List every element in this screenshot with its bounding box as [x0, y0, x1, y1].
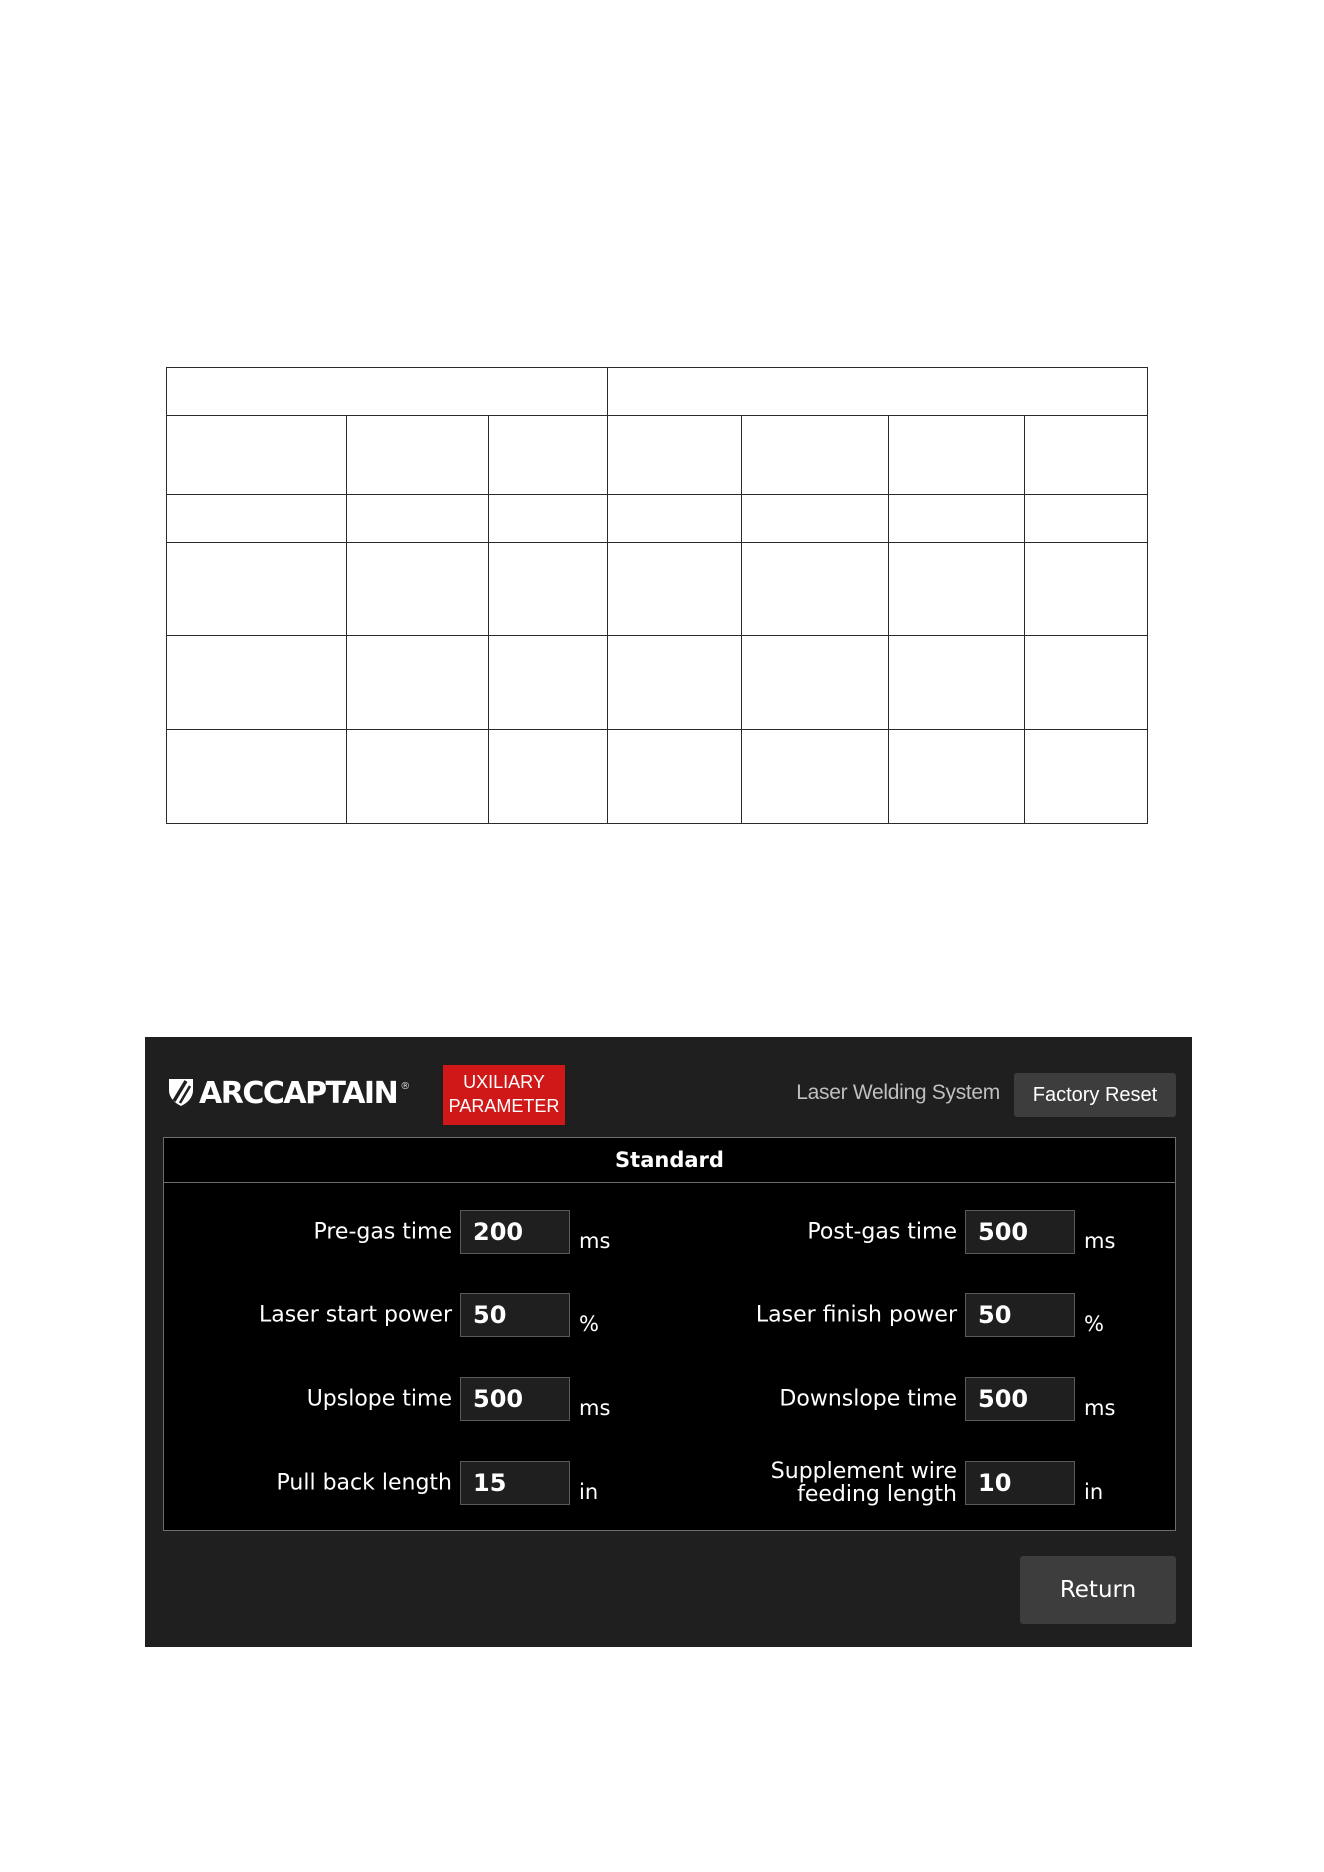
table-row — [167, 495, 1148, 543]
param-unit: % — [1084, 1312, 1104, 1336]
table-row — [167, 368, 1148, 416]
table-cell — [608, 368, 1148, 416]
table-cell — [489, 416, 608, 495]
page-title-line1: UXILIARY — [463, 1072, 545, 1092]
table-cell — [347, 543, 489, 636]
table-cell — [167, 636, 347, 730]
post-gas-time-input[interactable] — [965, 1210, 1075, 1254]
param-laser-start-power — [258, 1293, 599, 1337]
param-unit: in — [1084, 1480, 1104, 1504]
document-table — [166, 367, 1148, 824]
table-cell — [889, 730, 1025, 824]
table-cell — [742, 636, 889, 730]
table-cell — [167, 730, 347, 824]
table-cell — [347, 495, 489, 543]
table-cell — [1025, 636, 1148, 730]
downslope-time-input[interactable] — [965, 1377, 1075, 1421]
registered-mark: ® — [400, 1080, 411, 1092]
panel-title: Standard — [164, 1138, 1175, 1183]
table-cell — [167, 416, 347, 495]
device-screen — [145, 1037, 1192, 1647]
param-pull-back-length — [276, 1461, 599, 1505]
param-label: Downslope time — [779, 1386, 957, 1412]
table-cell — [489, 543, 608, 636]
standard-panel — [163, 1137, 1176, 1531]
param-post-gas-time — [807, 1210, 1116, 1254]
table-cell — [1025, 416, 1148, 495]
table-cell — [889, 543, 1025, 636]
system-label: Laser Welding System — [796, 1081, 1000, 1104]
param-label: Pull back length — [276, 1470, 452, 1496]
table-cell — [608, 636, 742, 730]
table-cell — [889, 416, 1025, 495]
param-laser-finish-power — [755, 1293, 1104, 1337]
pre-gas-time-input[interactable] — [460, 1210, 570, 1254]
shield-icon — [165, 1075, 199, 1111]
param-label: Supplement wire feeding length — [770, 1459, 957, 1507]
param-label: Laser finish power — [755, 1302, 957, 1328]
page-title-badge — [443, 1065, 565, 1125]
brand-logo — [165, 1075, 410, 1111]
table-cell — [1025, 730, 1148, 824]
param-unit: ms — [579, 1396, 611, 1420]
table-cell — [742, 416, 889, 495]
table-cell — [1025, 543, 1148, 636]
laser-finish-power-input[interactable] — [965, 1293, 1075, 1337]
table-cell — [608, 730, 742, 824]
param-unit: ms — [1084, 1396, 1116, 1420]
param-pre-gas-time — [313, 1210, 611, 1254]
laser-start-power-input[interactable] — [460, 1293, 570, 1337]
table-row — [167, 730, 1148, 824]
table-cell — [1025, 495, 1148, 543]
table-cell — [489, 730, 608, 824]
param-unit: ms — [1084, 1229, 1116, 1253]
supplement-wire-feeding-length-input[interactable] — [965, 1461, 1075, 1505]
table-cell — [889, 636, 1025, 730]
param-label: Laser start power — [258, 1302, 452, 1328]
param-label: Upslope time — [306, 1386, 452, 1412]
param-upslope-time — [306, 1377, 611, 1421]
param-supplement-wire-feeding-length — [770, 1459, 1104, 1507]
table-cell — [742, 495, 889, 543]
factory-reset-button[interactable]: Factory Reset — [1014, 1073, 1176, 1117]
table-cell — [889, 495, 1025, 543]
table-cell — [608, 543, 742, 636]
param-unit: in — [579, 1480, 599, 1504]
table-cell — [347, 636, 489, 730]
param-unit: % — [579, 1312, 599, 1336]
table-cell — [742, 730, 889, 824]
table-cell — [167, 543, 347, 636]
table-row — [167, 543, 1148, 636]
table-row — [167, 416, 1148, 495]
table-cell — [608, 416, 742, 495]
table-cell — [489, 495, 608, 543]
table-row — [167, 636, 1148, 730]
table-cell — [742, 543, 889, 636]
page-title-line2: PARAMETER — [448, 1096, 560, 1116]
return-button[interactable]: Return — [1020, 1556, 1176, 1624]
table-cell — [167, 368, 608, 416]
brand-name: ARCCAPTAIN — [199, 1075, 398, 1111]
upslope-time-input[interactable] — [460, 1377, 570, 1421]
param-unit: ms — [579, 1229, 611, 1253]
table-cell — [167, 495, 347, 543]
param-label: Pre-gas time — [313, 1219, 452, 1245]
pull-back-length-input[interactable] — [460, 1461, 570, 1505]
table-cell — [608, 495, 742, 543]
table-cell — [347, 416, 489, 495]
table-cell — [489, 636, 608, 730]
param-downslope-time — [779, 1377, 1116, 1421]
param-label: Post-gas time — [807, 1219, 957, 1245]
table-cell — [347, 730, 489, 824]
